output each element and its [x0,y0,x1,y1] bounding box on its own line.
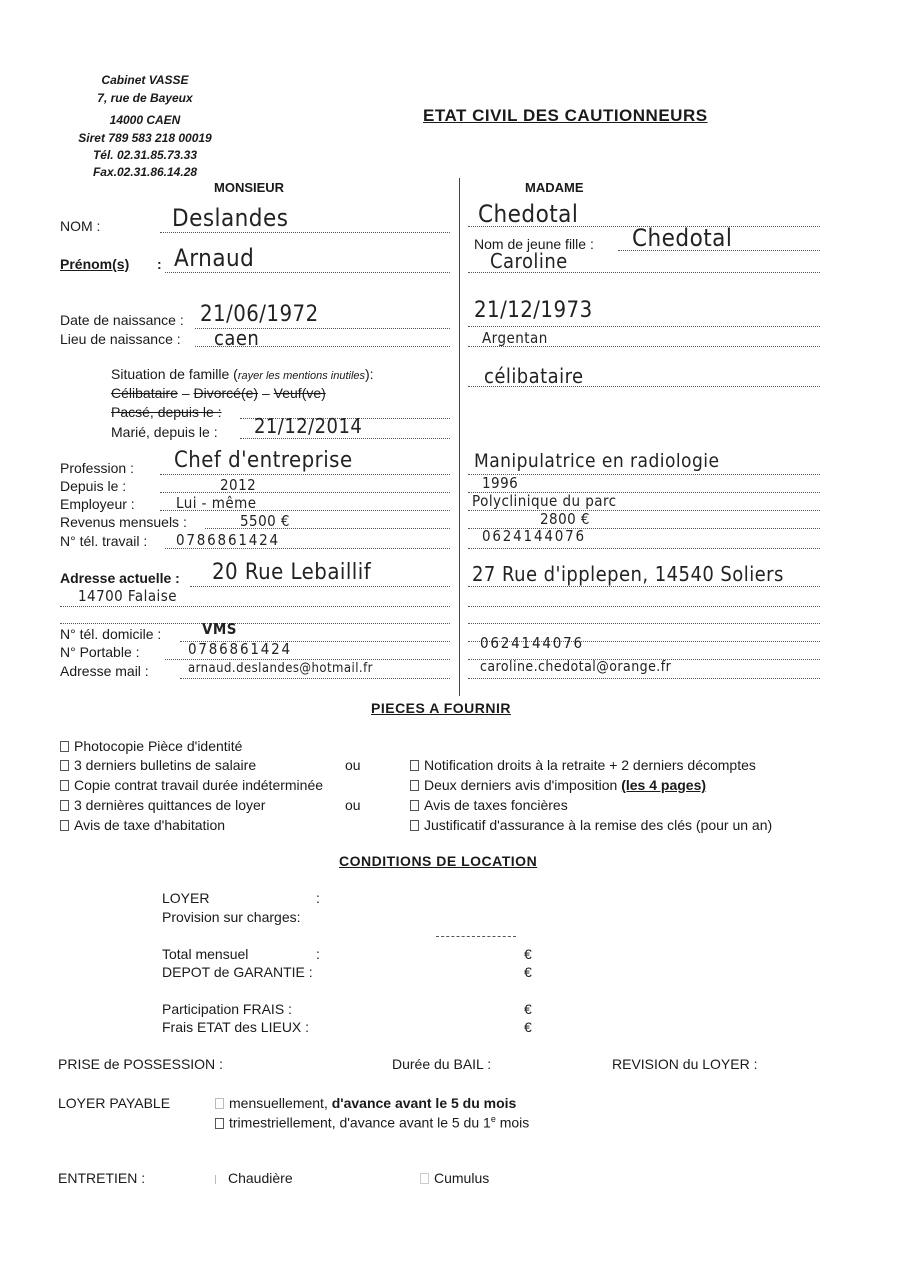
checkbox-icon [60,820,69,831]
piece-label: Photocopie Pièce d'identité [74,738,243,754]
trimestriel-label: trimestriellement, d'avance avant le 5 du 1 [229,1114,491,1131]
checkbox-icon [60,780,69,791]
piece-label: 3 derniers bulletins de salaire [74,757,257,773]
piece-label-bold: (les 4 pages) [621,777,707,793]
dotted-line [160,474,450,475]
label-prenom-colon: : [157,256,162,272]
monsieur-mail[interactable]: arnaud.deslandes@hotmail.fr [188,661,373,676]
payable-trimestriel[interactable] [215,1114,529,1131]
madame-prenom[interactable]: Caroline [490,249,568,273]
column-head-madame: MADAME [525,180,584,195]
madame-situation[interactable]: célibataire [484,364,584,388]
monsieur-date-naissance[interactable]: 21/06/1972 [200,302,319,327]
agency-fax: Fax.02.31.86.14.28 [92,165,198,179]
checkbox-icon [410,760,419,771]
monsieur-adresse-1[interactable]: 20 Rue Lebaillif [212,560,372,585]
checkbox-icon [215,1175,223,1184]
dotted-line [165,272,450,273]
piece-right-1[interactable] [410,757,756,773]
dotted-line [205,528,450,529]
piece-right-4[interactable] [410,817,772,833]
entretien-chaudiere[interactable] [215,1170,293,1186]
checkbox-icon [410,780,419,791]
label-profession: Profession : [60,460,134,476]
label-date-naissance: Date de naissance : [60,312,184,328]
label-portable: N° Portable : [60,644,140,660]
label-depot: DEPOT de GARANTIE : [162,964,313,980]
dotted-line [60,623,450,624]
dotted-line [468,623,820,624]
label-provision: Provision sur charges: [162,909,301,925]
piece-label: Avis de taxe d'habitation [74,817,226,833]
option-divorce: Divorcé(e) [193,385,259,401]
piece-or: ou [345,797,361,813]
monsieur-revenus[interactable]: 5500 € [240,512,290,530]
agency-name: Cabinet VASSE [101,73,189,87]
label-frais-etat: Frais ETAT des LIEUX : [162,1019,310,1035]
dotted-line [240,438,450,439]
piece-left-2[interactable] [60,757,256,773]
madame-nom-jeune-fille[interactable]: Chedotal [632,224,733,252]
monsieur-employeur[interactable]: Lui - même [176,494,257,512]
label-revenus: Revenus mensuels : [60,514,187,530]
madame-portable[interactable]: 0624144076 [480,634,584,652]
column-head-monsieur: MONSIEUR [214,180,285,195]
label-marie: Marié, depuis le : [111,424,218,440]
dotted-line [468,474,820,475]
mensuel-bold: d'avance avant le 5 du mois [331,1095,517,1111]
dotted-line [468,272,820,273]
dotted-line [195,346,450,347]
label-employeur: Employeur : [60,496,135,512]
checkbox-icon [410,800,419,811]
madame-mail[interactable]: caroline.chedotal@orange.fr [480,659,672,675]
piece-right-2[interactable] [410,777,706,793]
entretien-cumulus[interactable] [420,1170,489,1186]
label-loyer-payable: LOYER PAYABLE [58,1095,171,1111]
total-separator [436,936,516,937]
madame-revenus[interactable]: 2800 € [540,510,590,528]
monsieur-tel-travail[interactable]: 0786861424 [176,531,280,549]
piece-left-1[interactable] [60,738,242,754]
chaudiere-label: Chaudière [228,1170,293,1186]
conditions-title: CONDITIONS DE LOCATION [339,853,538,869]
agency-siret: Siret 789 583 218 00019 [78,131,212,145]
monsieur-adresse-2[interactable]: 14700 Falaise [78,587,177,605]
madame-date-naissance[interactable]: 21/12/1973 [474,298,593,323]
label-entretien: ENTRETIEN : [58,1170,146,1186]
situation-options [111,385,326,401]
label-tel-travail: N° tél. travail : [60,533,148,549]
trimestriel-end: mois [495,1114,530,1131]
label-prise-possession: PRISE de POSSESSION : [58,1056,223,1072]
dotted-line [190,586,450,587]
option-sep: – [177,385,194,401]
label-pacse: Pacsé, depuis le : [111,404,222,420]
payable-mensuel[interactable] [215,1095,516,1111]
dotted-line [180,678,450,679]
situation-note: rayer les mentions inutiles [237,370,366,382]
piece-right-3[interactable] [410,797,568,813]
agency-city: 14000 CAEN [109,113,181,127]
euro-sign: € [524,964,532,980]
dotted-line [165,548,450,549]
situation-text: Situation de famille ( [111,366,238,382]
dotted-line [468,548,820,549]
monsieur-lieu-naissance[interactable]: caen [214,326,260,350]
piece-or: ou [345,757,361,773]
piece-label: Avis de taxes foncières [424,797,568,813]
piece-left-3[interactable] [60,777,323,793]
label-nom: NOM : [60,218,101,234]
piece-left-5[interactable] [60,817,225,833]
mensuel-label: mensuellement, [229,1095,328,1111]
dotted-line [160,510,450,511]
trimestriel-sup: e [490,1114,496,1124]
label-total: Total mensuel [162,946,249,962]
label-loyer: LOYER [162,890,210,906]
dotted-line [160,232,450,233]
dotted-line [165,659,450,660]
euro-sign: € [524,946,532,962]
label-participation: Participation FRAIS : [162,1001,292,1017]
piece-left-4[interactable] [60,797,265,813]
label-revision-loyer: REVISION du LOYER : [612,1056,758,1072]
checkbox-icon [410,820,419,831]
piece-label: Copie contrat travail durée indéterminée [74,777,324,793]
column-divider [459,178,460,696]
checkbox-icon [420,1173,429,1184]
madame-adresse[interactable]: 27 Rue d'ipplepen, 14540 Soliers [472,562,784,586]
dotted-line [468,326,820,327]
label-lieu-naissance: Lieu de naissance : [60,331,181,347]
dotted-line [468,678,820,679]
piece-label: 3 dernières quittances de loyer [74,797,266,813]
dotted-line [160,492,450,493]
agency-tel: Tél. 02.31.85.73.33 [92,148,198,162]
option-sep: – [258,385,274,401]
label-loyer-colon: : [316,890,320,906]
piece-label: Justificatif d'assurance à la remise des clés (pour un an) [424,817,773,833]
checkbox-icon [60,760,69,771]
situation-end: ): [365,366,374,382]
dotted-line [618,250,820,251]
euro-sign: € [524,1019,532,1035]
label-duree-bail: Durée du BAIL : [392,1056,492,1072]
label-depuis: Depuis le : [60,478,127,494]
label-adresse: Adresse actuelle : [60,570,180,586]
madame-depuis[interactable]: 1996 [482,474,519,492]
page-title: ETAT CIVIL DES CAUTIONNEURS [423,106,708,125]
label-nom-jeune-fille: Nom de jeune fille : [474,236,594,252]
madame-profession[interactable]: Manipulatrice en radiologie [474,450,720,472]
agency-street: 7, rue de Bayeux [97,91,193,105]
dotted-line [468,510,820,511]
monsieur-portable[interactable]: 0786861424 [188,640,292,658]
madame-employeur[interactable]: Polyclinique du parc [472,492,617,510]
piece-label: Deux derniers avis d'imposition [424,777,618,793]
checkbox-icon [215,1098,224,1109]
checkbox-icon [60,741,69,752]
dotted-line [468,346,820,347]
dotted-line [468,586,820,587]
option-veuf: Veuf(ve) [273,385,326,401]
monsieur-marie-depuis[interactable]: 21/12/2014 [254,414,363,438]
pieces-title: PIECES A FOURNIR [371,700,511,716]
label-total-colon: : [316,946,320,962]
label-prenom: Prénom(s) [60,256,130,272]
monsieur-prenom[interactable]: Arnaud [174,244,255,272]
madame-lieu-naissance[interactable]: Argentan [482,329,548,347]
label-situation [111,366,374,382]
madame-tel-travail[interactable]: 0624144076 [482,527,586,545]
dotted-line [60,606,450,607]
piece-label: Notification droits à la retraite + 2 derniers décomptes [424,757,756,773]
monsieur-tel-domicile[interactable]: VMS [202,620,237,638]
checkbox-icon [215,1118,224,1129]
checkbox-icon [60,800,69,811]
euro-sign: € [524,1001,532,1017]
dotted-line [468,386,820,387]
label-mail: Adresse mail : [60,663,149,679]
label-tel-domicile: N° tél. domicile : [60,626,162,642]
monsieur-nom[interactable]: Deslandes [172,204,289,232]
monsieur-profession[interactable]: Chef d'entreprise [174,448,353,473]
monsieur-depuis[interactable]: 2012 [220,476,257,494]
option-celibataire: Célibataire [111,385,178,401]
cumulus-label: Cumulus [434,1170,490,1186]
dotted-line [468,606,820,607]
madame-nom[interactable]: Chedotal [478,200,579,228]
